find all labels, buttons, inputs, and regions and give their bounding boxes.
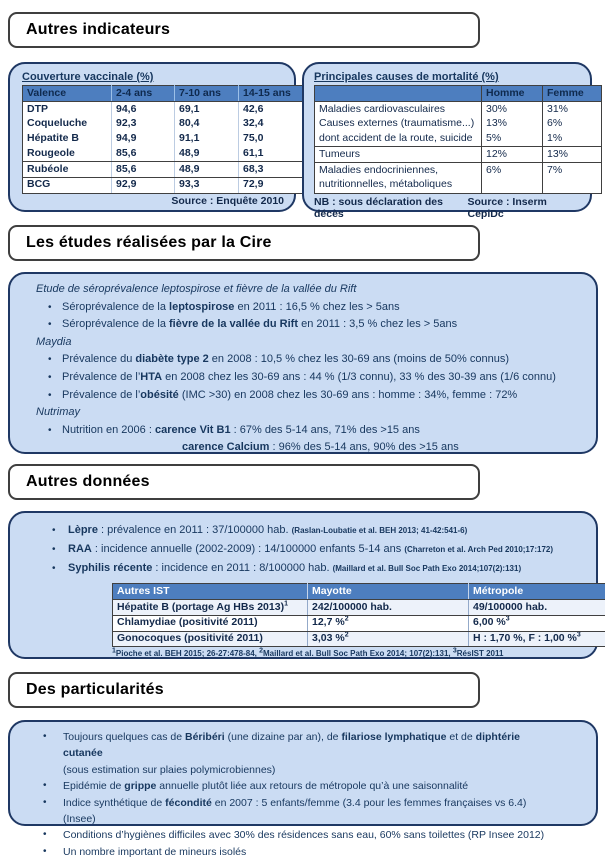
list-item-text: Nutrition en 2006 : carence Vit B1 : 67% des 5-14 ans, 71% des >15 ans <box>62 424 420 436</box>
list-item-text: Toujours quelques cas de Béribéri (une dizaine par an), de filariose lymphatique et de diphtérie cutanée (sous estimation sur plaies polymicrobiennes) <box>63 731 520 776</box>
column-header: Métropole <box>469 584 605 600</box>
study-group-heading <box>36 281 586 299</box>
vaccine-table-host <box>22 85 282 194</box>
column-header: Valence <box>23 86 112 102</box>
other-data-panel <box>8 511 598 659</box>
table-cell: 6,00 %$^3$ <box>469 615 605 631</box>
table-header-row <box>23 86 311 102</box>
table-cell: 93,3 <box>175 177 239 193</box>
table-cell: Rougeole <box>23 146 112 161</box>
table-cell: 48,9 <box>175 162 239 178</box>
table-cell: 69,1 <box>175 102 239 117</box>
list-item-text: carence Calcium : 96% des 5-14 ans, 90% des >15 ans <box>182 441 459 453</box>
list-item-text: Lèpre : prévalence en 2011 : 37/100000 hab. <box>68 524 292 536</box>
table-cell: 85,6 <box>112 162 175 178</box>
list-item <box>34 729 586 778</box>
table-cell: 80,4 <box>175 117 239 132</box>
bullet-icon: • <box>48 351 52 369</box>
citation-text: (Charreton et al. Arch Ped 2010;17:172) <box>404 545 553 554</box>
list-item <box>34 795 586 828</box>
study-group-heading <box>36 404 586 422</box>
section-title-text: Les études réalisées par la Cire <box>26 234 272 252</box>
list-item <box>36 422 586 440</box>
table-cell: 94,6 <box>112 102 175 117</box>
list-item-text: Syphilis récente : incidence en 2011 : 8/100000 hab. <box>68 562 333 574</box>
section-title-text: Autres indicateurs <box>26 21 170 39</box>
section-title-particularites <box>8 672 480 708</box>
other-data-bullets <box>38 521 586 578</box>
table-row <box>23 102 311 117</box>
column-header: Mayotte <box>308 584 469 600</box>
table-row <box>315 117 602 132</box>
column-header: 2-4 ans <box>112 86 175 102</box>
table-cell: 30% <box>482 102 543 117</box>
table-cell: 13% <box>482 117 543 132</box>
studies-lines <box>36 281 586 457</box>
bullet-icon: • <box>48 299 52 317</box>
column-header <box>315 86 482 102</box>
table-cell: Tumeurs <box>315 147 482 163</box>
table-row <box>23 162 311 178</box>
mortality-causes-table <box>314 85 602 194</box>
column-header: Autres IST <box>113 584 308 600</box>
table-cell: 3,03 %$^2$ <box>308 631 469 647</box>
table-cell: 48,9 <box>175 146 239 161</box>
table-cell: 42,6 <box>239 102 311 117</box>
table-row <box>113 600 605 616</box>
list-item <box>36 316 586 334</box>
table-row <box>315 147 602 163</box>
study-group-heading <box>36 334 586 352</box>
table-row <box>113 615 605 631</box>
bullet-icon: • <box>52 559 56 578</box>
table-cell: 6% <box>543 117 602 132</box>
table-row <box>23 132 311 147</box>
table-cell <box>543 178 602 193</box>
table-cell: 61,1 <box>239 146 311 161</box>
bullet-icon: • <box>43 844 47 860</box>
list-item-text: Nutrimay <box>36 406 80 418</box>
mortality-source: Source : Inserm CepiDc <box>468 196 581 220</box>
ist-table-host <box>38 583 586 647</box>
table-header-row <box>315 86 602 102</box>
bullet-icon: • <box>52 521 56 540</box>
column-header: 7-10 ans <box>175 86 239 102</box>
list-item-text: Séroprévalence de la fièvre de la vallée du Rift en 2011 : 3,5 % chez les > 5ans <box>62 318 457 330</box>
list-item-text: Séroprévalence de la leptospirose en 2011 : 16,5 % chez les > 5ans <box>62 301 400 313</box>
list-item-text: Prévalence de l’HTA en 2008 chez les 30-69 ans : 44 % (1/3 connu), 33 % des 30-39 ans (1/6 connu) <box>62 371 556 383</box>
section-title-text: Des particularités <box>26 681 164 699</box>
list-item <box>34 827 586 843</box>
table-cell: 49/100000 hab. <box>469 600 605 616</box>
section-title-autres-indicateurs <box>8 12 480 48</box>
table-cell: 1% <box>543 132 602 147</box>
table-cell: 31% <box>543 102 602 117</box>
table-cell: 12% <box>482 147 543 163</box>
table-row <box>315 178 602 193</box>
table-cell: Gonocoques (positivité 2011) <box>113 631 308 647</box>
bullet-icon: • <box>43 827 47 843</box>
table-cell: dont accident de la route, suicide <box>315 132 482 147</box>
table-cell: 7% <box>543 163 602 178</box>
list-item <box>38 521 586 540</box>
table-cell: Coqueluche <box>23 117 112 132</box>
vaccine-source: Source : Enquête 2010 <box>22 195 284 207</box>
list-item-text: Prévalence de l’obésité (IMC >30) en 2008 chez les 30-69 ans : homme : 34%, femme : 72% <box>62 389 517 401</box>
list-item <box>36 351 586 369</box>
table-row <box>315 163 602 178</box>
table-cell: 68,3 <box>239 162 311 178</box>
section-title-autres-donnees <box>8 464 480 500</box>
table-cell <box>482 178 543 193</box>
table-cell: Chlamydiae (positivité 2011) <box>113 615 308 631</box>
list-item <box>34 778 586 794</box>
table-cell: 6% <box>482 163 543 178</box>
table-row <box>315 102 602 117</box>
particularites-panel <box>8 720 598 826</box>
table-header-row <box>113 584 605 600</box>
vaccine-coverage-table <box>22 85 311 194</box>
list-item-text: RAA : incidence annuelle (2002-2009) : 14/100000 enfants 5-14 ans <box>68 543 404 555</box>
column-header: 14-15 ans <box>239 86 311 102</box>
table-row <box>23 177 311 193</box>
column-header: Homme <box>482 86 543 102</box>
list-item-text: Prévalence du diabète type 2 en 2008 : 10,5 % chez les 30-69 ans (moins de 50% connus) <box>62 353 509 365</box>
studies-panel <box>8 272 598 454</box>
bullet-icon: • <box>43 795 47 811</box>
table-cell: Causes externes (traumatisme...) <box>315 117 482 132</box>
bullet-icon: • <box>48 422 52 440</box>
table-cell: 91,1 <box>175 132 239 147</box>
table-cell: 92,9 <box>112 177 175 193</box>
table-cell: 32,4 <box>239 117 311 132</box>
particularites-bullets <box>34 729 586 860</box>
table-row <box>23 146 311 161</box>
mortality-panel <box>302 62 592 212</box>
bullet-icon: • <box>48 387 52 405</box>
mortality-nb-note: NB : sous déclaration des décès <box>314 196 468 220</box>
table-cell: 75,0 <box>239 132 311 147</box>
table-cell: 85,6 <box>112 146 175 161</box>
list-item <box>36 369 586 387</box>
column-header: Femme <box>543 86 602 102</box>
list-item <box>36 387 586 405</box>
bullet-icon: • <box>43 729 47 745</box>
list-item-text: Un nombre important de mineurs isolés <box>63 846 246 858</box>
table-cell: 94,9 <box>112 132 175 147</box>
table-cell: Hépatite B (portage Ag HBs 2013)$^1$ <box>113 600 308 616</box>
table-cell: 12,7 %$^2$ <box>308 615 469 631</box>
table-cell: 72,9 <box>239 177 311 193</box>
ist-table-footnote: $^1$Pioche et al. BEH 2015; 26-27:478-84, $^2$Maillard et al. Bull Soc Path Exo 2014; 107(2):131, $^3$RésIST 2011 <box>112 649 586 658</box>
vaccine-coverage-panel <box>8 62 296 212</box>
table-cell: 13% <box>543 147 602 163</box>
table-row <box>315 132 602 147</box>
list-item-text: Epidémie de grippe annuelle plutôt liée aux retours de métropole qu’à une saisonnalité <box>63 780 468 792</box>
table-cell: 242/100000 hab. <box>308 600 469 616</box>
bullet-icon: • <box>48 316 52 334</box>
mortality-table-host <box>314 85 580 194</box>
table-cell: Maladies cardiovasculaires <box>315 102 482 117</box>
mortality-table-title: Principales causes de mortalité (%) <box>314 71 580 83</box>
table-row <box>23 117 311 132</box>
list-item <box>38 540 586 559</box>
table-cell: 92,3 <box>112 117 175 132</box>
list-item <box>36 439 586 457</box>
list-item-text: Indice synthétique de fécondité en 2007 : 5 enfants/femme (3.4 pour les femmes françaises vs 6.4) (Insee) <box>63 797 526 825</box>
bullet-icon: • <box>43 778 47 794</box>
bullet-icon: • <box>52 540 56 559</box>
list-item <box>34 844 586 860</box>
section-title-etudes-cire <box>8 225 480 261</box>
list-item <box>36 299 586 317</box>
autres-ist-table <box>112 583 605 647</box>
list-item <box>38 559 586 578</box>
citation-text: (Raslan-Loubatie et al. BEH 2013; 41-42:541-6) <box>292 526 468 535</box>
bullet-icon: • <box>48 369 52 387</box>
list-item-text: Etude de séroprévalence leptospirose et fièvre de la vallée du Rift <box>36 283 356 295</box>
table-cell: Maladies endocriniennes, <box>315 163 482 178</box>
table-cell: H : 1,70 %, F : 1,00 %$^3$ <box>469 631 605 647</box>
citation-text: (Maillard et al. Bull Soc Path Exo 2014;107(2):131) <box>333 564 522 573</box>
table-cell: DTP <box>23 102 112 117</box>
table-cell: BCG <box>23 177 112 193</box>
table-cell: Hépatite B <box>23 132 112 147</box>
table-cell: nutritionnelles, métaboliques <box>315 178 482 193</box>
list-item-text: Conditions d’hygiènes difficiles avec 30% des résidences sans eau, 60% sans toilettes (RP Insee 2012) <box>63 829 544 841</box>
table-row <box>113 631 605 647</box>
vaccine-table-title: Couverture vaccinale (%) <box>22 71 282 83</box>
table-cell: Rubéole <box>23 162 112 178</box>
section-title-text: Autres données <box>26 473 150 491</box>
list-item-text: Maydia <box>36 336 71 348</box>
table-cell: 5% <box>482 132 543 147</box>
